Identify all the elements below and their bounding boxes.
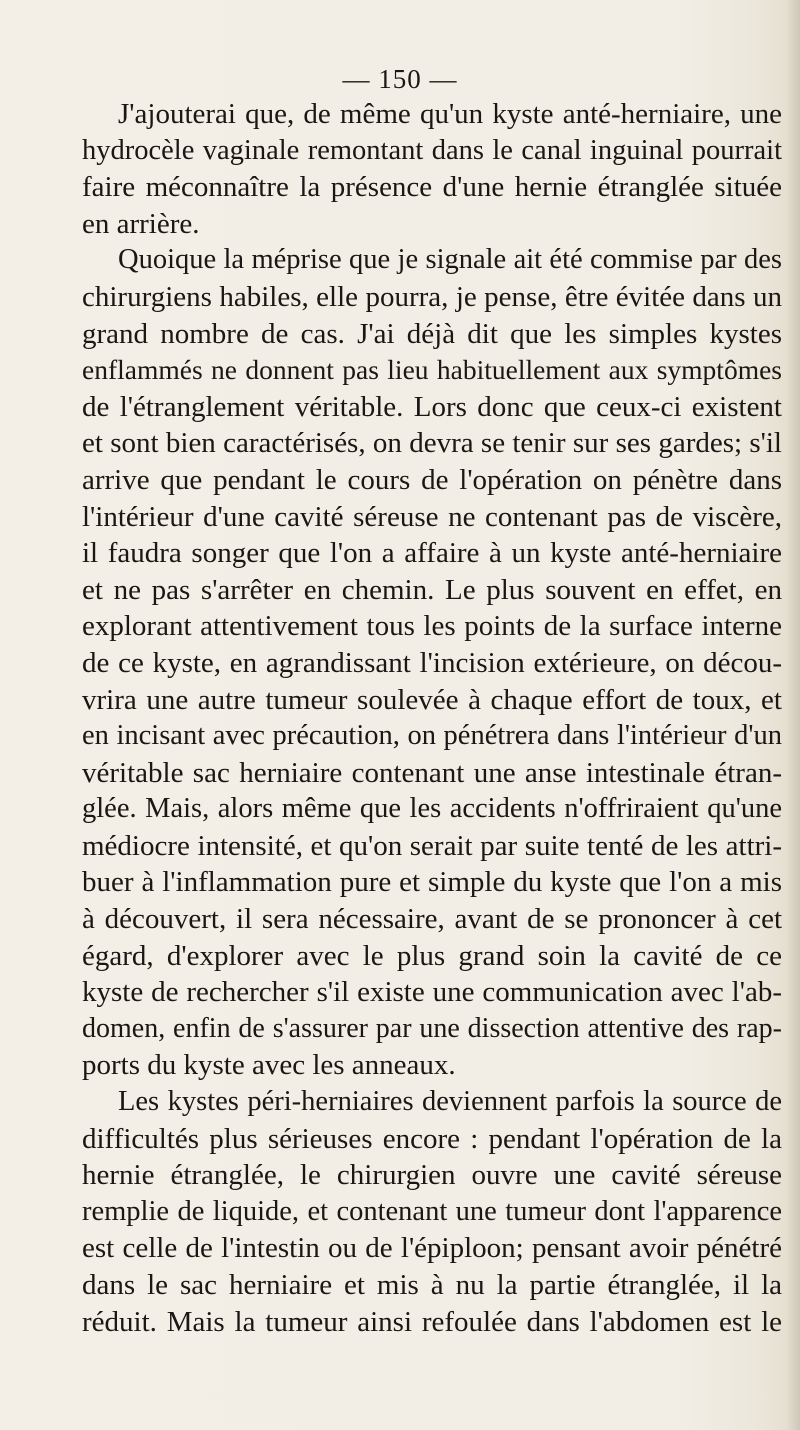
text-line: Quoique la méprise que je signale ait été commise par des [118, 244, 782, 276]
text-line: domen, enfin de s'assurer par une dissection attentive des rap- [82, 1012, 782, 1044]
text-line: de l'étranglement véritable. Lors donc que ceux-ci existent [82, 390, 782, 423]
text-line: égard, d'explorer avec le plus grand soin la cavité de ce [82, 939, 782, 972]
text-line: et sont bien caractérisés, on devra se tenir sur ses gardes; s'il [82, 427, 782, 460]
text-line: réduit. Mais la tumeur ainsi refoulée dans l'abdomen est le [82, 1305, 782, 1338]
text-line: kyste de rechercher s'il existe une communication avec l'ab- [82, 976, 782, 1009]
text-line: Les kystes péri-herniaires deviennent parfois la source de [118, 1086, 782, 1118]
text-line: explorant attentivement tous les points de la surface interne [82, 610, 782, 643]
text-line: vrira une autre tumeur soulevée à chaque effort de toux, et [82, 683, 782, 716]
text-line: J'ajouterai que, de même qu'un kyste anté-herniaire, une [118, 98, 782, 130]
text-line: en arrière. [82, 207, 200, 240]
text-line: dans le sac herniaire et mis à nu la partie étranglée, il la [82, 1269, 782, 1301]
page-number: — 150 — [342, 64, 458, 94]
text-line: buer à l'inflammation pure et simple du kyste que l'on a mis [82, 866, 782, 899]
text-line: il faudra songer que l'on a affaire à un kyste anté-herniaire [82, 537, 782, 570]
text-line: véritable sac herniaire contenant une anse intestinale étran- [82, 756, 782, 789]
text-line: difficultés plus sérieuses encore : pendant l'opération de la [82, 1122, 782, 1155]
text-line: médiocre intensité, et qu'on serait par suite tenté de les attri- [82, 829, 782, 862]
text-line: glée. Mais, alors même que les accidents n'offriraient qu'une [82, 793, 782, 825]
text-line: hernie étranglée, le chirurgien ouvre une cavité séreuse [82, 1159, 782, 1192]
text-line: à découvert, il sera nécessaire, avant de se prononcer à cet [82, 903, 782, 936]
text-line: l'intérieur d'une cavité séreuse ne contenant pas de viscère, [82, 500, 782, 533]
text-line: faire méconnaître la présence d'une hernie étranglée située [82, 171, 782, 204]
text-line: ports du kyste avec les anneaux. [82, 1049, 456, 1082]
body-text [82, 96, 782, 1340]
text-line: arrive que pendant le cours de l'opération on pénètre dans [82, 463, 782, 496]
text-line: de ce kyste, en agrandissant l'incision extérieure, on décou- [82, 646, 782, 679]
text-line: enflammés ne donnent pas lieu habituellement aux symptômes [82, 354, 782, 386]
page-edge-shadow [786, 0, 800, 1430]
text-line: remplie de liquide, et contenant une tumeur dont l'apparence [82, 1195, 782, 1227]
text-line: grand nombre de cas. J'ai déjà dit que les simples kystes [82, 317, 782, 350]
text-line: chirurgiens habiles, elle pourra, je pense, être évitée dans un [82, 280, 782, 313]
text-line: est celle de l'intestin ou de l'épiploon; pensant avoir pénétré [82, 1232, 782, 1265]
text-line: en incisant avec précaution, on pénétrera dans l'intérieur d'un [82, 720, 782, 752]
text-line: et ne pas s'arrêter en chemin. Le plus souvent en effet, en [82, 573, 782, 606]
text-line: hydrocèle vaginale remontant dans le canal inguinal pourrait [82, 134, 782, 166]
